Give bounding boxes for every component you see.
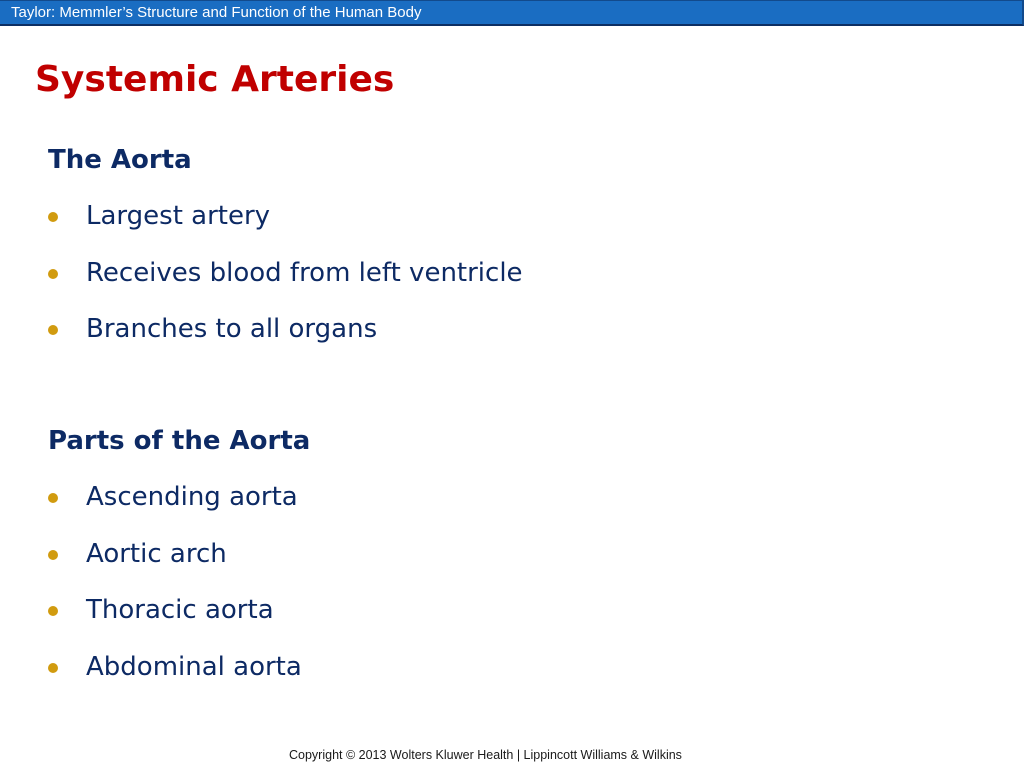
bullet-icon xyxy=(48,550,58,560)
bullet-list xyxy=(48,188,523,358)
book-title: Taylor: Memmler’s Structure and Function of the Human Body xyxy=(11,4,422,21)
bullet-icon xyxy=(48,663,58,673)
section-heading: Parts of the Aorta xyxy=(48,426,311,456)
list-item xyxy=(48,188,523,245)
bullet-text: Largest artery xyxy=(86,201,271,232)
list-item xyxy=(48,582,310,639)
list-item xyxy=(48,301,523,358)
list-item xyxy=(48,639,310,696)
bullet-text: Branches to all organs xyxy=(86,314,378,345)
bullet-icon xyxy=(48,269,58,279)
copyright-text: Copyright © 2013 Wolters Kluwer Health | Lippincott Williams & Wilkins xyxy=(289,748,682,762)
bullet-text: Ascending aorta xyxy=(86,482,298,513)
bullet-text: Thoracic aorta xyxy=(86,595,274,626)
header-bar xyxy=(0,0,1024,26)
section-heading: The Aorta xyxy=(48,145,192,175)
list-item xyxy=(48,245,523,302)
bullet-text: Aortic arch xyxy=(86,538,227,569)
bullet-icon xyxy=(48,325,58,335)
slide-title: Systemic Arteries xyxy=(35,59,395,100)
bullet-icon xyxy=(48,212,58,222)
bullet-text: Abdominal aorta xyxy=(86,651,302,682)
bullet-text: Receives blood from left ventricle xyxy=(86,257,523,288)
bullet-list xyxy=(48,469,310,695)
bullet-icon xyxy=(48,606,58,616)
list-item xyxy=(48,526,310,583)
footer xyxy=(289,744,682,763)
list-item xyxy=(48,469,310,526)
section-the-aorta xyxy=(48,144,523,358)
section-parts-of-the-aorta xyxy=(48,425,310,695)
bullet-icon xyxy=(48,493,58,503)
